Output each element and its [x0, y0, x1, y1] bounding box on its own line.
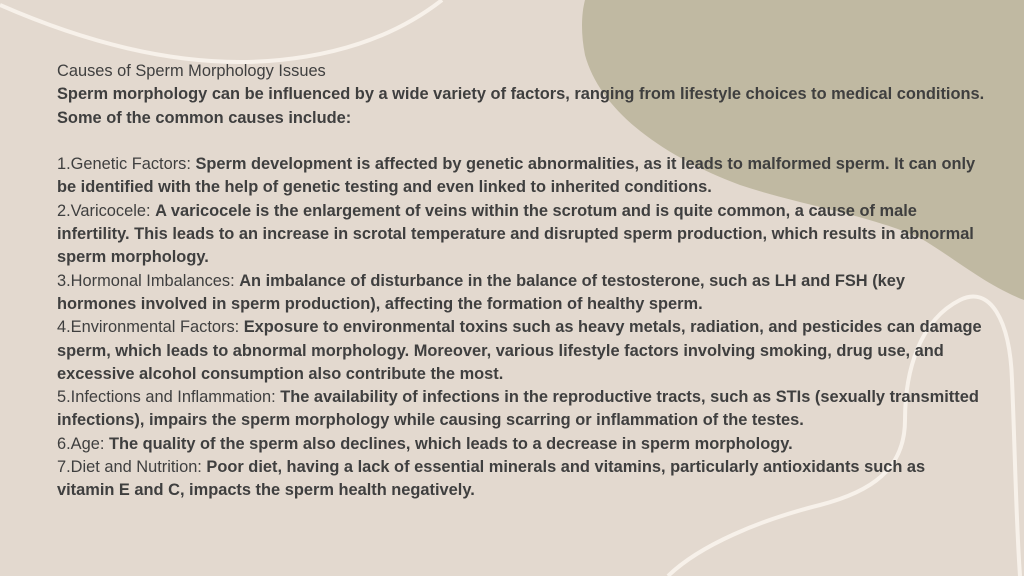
decorative-curve-top — [0, 0, 442, 62]
item-text: A varicocele is the enlargement of veins within the scrotum and is quite common, a cause of male infertility. This leads to an increase in scrotal temperature and disrupted sperm production, which results in abnormal sperm morphology. — [57, 201, 974, 267]
item-label: 7.Diet and Nutrition: — [57, 458, 207, 477]
list-item — [57, 153, 987, 200]
list-item — [57, 270, 987, 317]
slide-content — [57, 60, 987, 503]
item-text: The availability of infections in the reproductive tracts, such as STIs (sexually transmitted infections), impairs the sperm morphology while causing scarring or inflammation of the testes. — [57, 388, 979, 430]
list-item — [57, 433, 987, 456]
slide-title: Causes of Sperm Morphology Issues — [57, 62, 326, 80]
causes-list — [57, 153, 987, 502]
list-item — [57, 316, 987, 386]
item-label: 5.Infections and Inflammation: — [57, 388, 281, 407]
item-label: 2.Varicocele: — [57, 201, 156, 220]
item-label: 1.Genetic Factors: — [57, 155, 196, 174]
item-text: Poor diet, having a lack of essential minerals and vitamins, particularly antioxidants such as vitamin E and C, impacts the sperm health negatively. — [57, 458, 926, 500]
list-item — [57, 200, 987, 270]
item-label: 4.Environmental Factors: — [57, 318, 244, 337]
list-item — [57, 386, 987, 433]
item-text: Exposure to environmental toxins such as heavy metals, radiation, and pesticides can damage sperm, which leads to abnormal morphology. Moreover, various lifestyle factors involving smoking, drug use, and excessive alcohol consumption also contribute the most. — [57, 318, 982, 383]
list-item — [57, 456, 987, 503]
item-label: 3.Hormonal Imbalances: — [57, 271, 240, 290]
item-text: Sperm development is affected by genetic abnormalities, as it leads to malformed sperm. It can only be identified with the help of genetic testing and even linked to inherited conditions. — [57, 155, 976, 197]
item-text: An imbalance of disturbance in the balance of testosterone, such as LH and FSH (key hormones involved in sperm production), affecting the formation of healthy sperm. — [57, 271, 905, 313]
item-text: The quality of the sperm also declines, which leads to a decrease in sperm morphology. — [108, 434, 793, 453]
intro-paragraph: Sperm morphology can be influenced by a wide variety of factors, ranging from lifestyle choices to medical conditions. Some of the common causes include: — [57, 85, 985, 127]
item-label: 6.Age: — [57, 434, 109, 453]
